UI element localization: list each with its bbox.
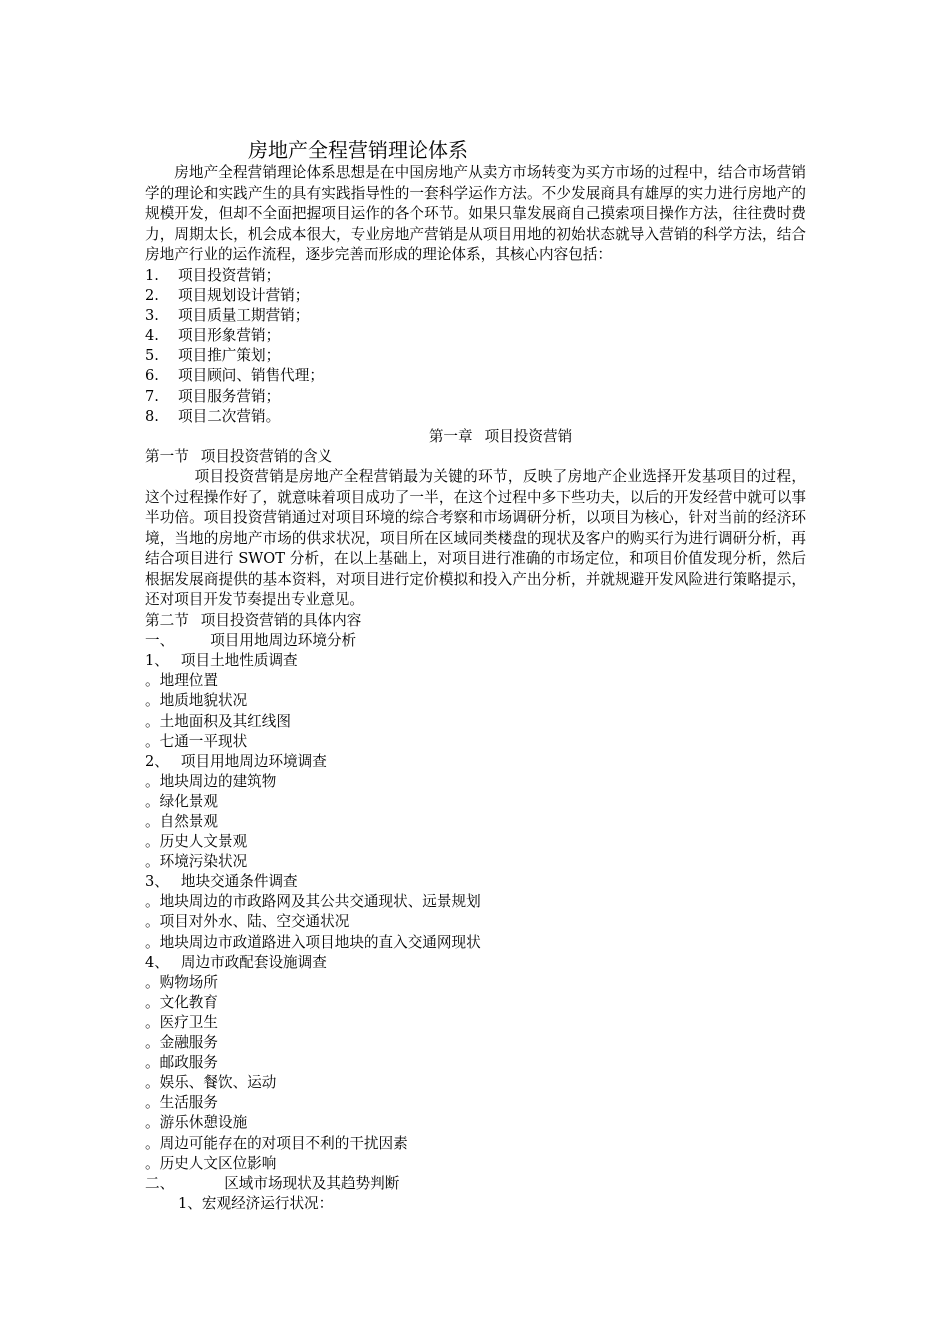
list-item: 。游乐休憩设施 <box>145 1114 248 1132</box>
document-title: 房地产全程营销理论体系 <box>248 138 468 162</box>
list-item: 5. 项目推广策划； <box>145 347 281 365</box>
group-heading: 4、 周边市政配套设施调查 <box>145 953 327 971</box>
list-item: 。土地面积及其红线图 <box>145 712 291 730</box>
list-item: 。绿化景观 <box>145 792 218 810</box>
intro-paragraph: 房地产全程营销理论体系思想是在中国房地产从卖方市场转变为买方市场的过程中，结合市场营销学的理论和实践产生的具有实践指导性的一套科学运作方法。不少发展商具有雄厚的实力进行房地产的规模开发，但却不全面把握项目运作的各个环节。如果只靠发展商自己摸索项目操作方法，往往费时费力，周期太长，机会成本很大，专业房地产营销是从项目用地的初始状态就导入营销的科学方法，结合房地产行业的运作流程，逐步完善而形成的理论体系，其核心内容包括： <box>145 164 806 264</box>
list-item: 。地理位置 <box>145 672 218 690</box>
list-item: 。历史人文景观 <box>145 833 248 851</box>
group-heading: 2、 项目用地周边环境调查 <box>145 752 327 770</box>
list-item: 。医疗卫生 <box>145 1013 218 1031</box>
list-item: 。地块周边市政道路进入项目地块的直入交通网现状 <box>145 933 481 951</box>
list-item: 。金融服务 <box>145 1034 218 1052</box>
list-item: 。娱乐、餐饮、运动 <box>145 1074 277 1092</box>
list-item: 1. 项目投资营销； <box>145 266 281 284</box>
list-item: 。自然景观 <box>145 813 218 830</box>
list-item: 。生活服务 <box>145 1094 218 1112</box>
list-item: 7. 项目服务营销； <box>145 387 281 405</box>
section1-heading: 第一节 项目投资营销的含义 <box>145 447 333 465</box>
list-item: 。文化教育 <box>145 993 218 1011</box>
part2-subheading: 1、宏观经济运行状况： <box>178 1194 334 1212</box>
chapter-heading: 第一章 项目投资营销 <box>428 427 573 445</box>
list-item: 。历史人文区位影响 <box>145 1154 277 1172</box>
document-body <box>145 163 806 1214</box>
section1-paragraph: 项目投资营销是房地产全程营销最为关键的环节，反映了房地产企业选择开发基项目的过程，这个过程操作好了，就意味着项目成功了一半，在这个过程中多下些功夫，以后的开发经营中就可以事半功倍。项目投资营销通过对项目环境的综合考察和市场调研分析，以项目为核心，针对当前的经济环境，当地的房地产市场的供求状况，项目所在区域同类楼盘的现状及客户的购买行为进行调研分析，再结合项目进行 SWOT 分析，在以上基础上，对项目进行准确的市场定位，和项目价值发现分析，然后根据发展商提供的基本资料，对项目进行定价模拟和投入产出分析，并就规避开发风险进行策略提示，还对项目开发节奏提出专业意见。 <box>145 467 806 609</box>
list-item: 。七通一平现状 <box>145 732 248 750</box>
list-item: 。项目对外水、陆、空交通状况 <box>145 913 350 931</box>
group-heading: 3、 地块交通条件调查 <box>145 873 298 891</box>
list-item: 3. 项目质量工期营销； <box>145 307 310 325</box>
section2-heading: 第二节 项目投资营销的具体内容 <box>145 612 362 630</box>
core-items-list <box>145 266 806 427</box>
list-item: 。地块周边的市政路网及其公共交通现状、远景规划 <box>145 893 481 911</box>
group-heading: 1、 项目土地性质调查 <box>145 652 298 670</box>
list-item: 。邮政服务 <box>145 1054 218 1072</box>
list-item: 2. 项目规划设计营销； <box>145 287 310 305</box>
list-item: 6. 项目顾问、销售代理； <box>145 367 324 385</box>
list-item: 。地块周边的建筑物 <box>145 772 277 790</box>
list-item: 。地质地貌状况 <box>145 692 248 710</box>
part2-heading: 二、 区域市场现状及其趋势判断 <box>145 1174 400 1192</box>
part1-heading: 一、 项目用地周边环境分析 <box>145 632 357 650</box>
list-item: 8. 项目二次营销。 <box>145 407 281 425</box>
list-item: 。环境污染状况 <box>145 853 248 871</box>
list-item: 。购物场所 <box>145 973 218 991</box>
list-item: 4. 项目形象营销； <box>145 327 281 345</box>
list-item: 。周边可能存在的对项目不利的干扰因素 <box>145 1134 408 1152</box>
